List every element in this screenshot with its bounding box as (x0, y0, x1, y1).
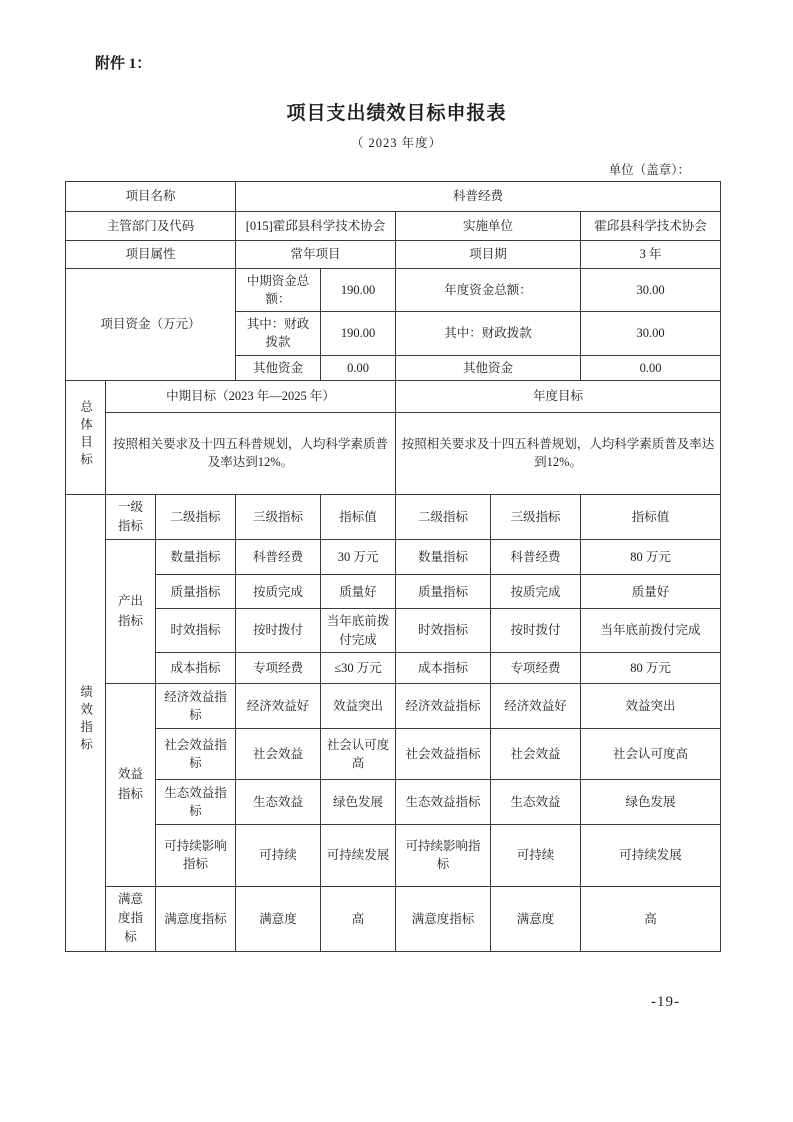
annual-goal-header: 年度目标 (396, 380, 721, 412)
perf-l2-right: 社会效益指标 (396, 728, 491, 779)
perf-value-left: 绿色发展 (321, 779, 396, 824)
row-perf-headers (66, 494, 721, 540)
group-benefit-label-text: 效益指标 (117, 767, 143, 801)
perf-l2-right: 时效指标 (396, 609, 491, 652)
period-label: 项目期 (396, 241, 581, 269)
mid-goal-text: 按照相关要求及十四五科普规划，人均科学素质普及率达到12%。 (106, 412, 396, 494)
perf-value-right: 80 万元 (581, 652, 721, 683)
period-value: 3 年 (581, 241, 721, 269)
row-goal-headers (66, 380, 721, 412)
funds-annual-other-label: 其他资金 (396, 355, 581, 380)
page-title: 项目支出绩效目标申报表 (286, 103, 507, 124)
group-output-label (106, 540, 156, 683)
perf-value-right: 效益突出 (581, 683, 721, 728)
perf-row (66, 824, 721, 886)
perf-l2-right: 经济效益指标 (396, 683, 491, 728)
perf-l3-right: 满意度 (491, 886, 581, 951)
perf-l2-left: 生态效益指标 (156, 779, 236, 824)
attribute-value: 常年项目 (236, 241, 396, 269)
attachment-label: 附件 1： (95, 56, 152, 72)
perf-value-left: ≤30 万元 (321, 652, 396, 683)
header-level2-right: 二级指标 (396, 494, 491, 540)
perf-l3-right: 生态效益 (491, 779, 581, 824)
performance-label-text: 绩效指标 (78, 685, 93, 756)
impl-unit-value: 霍邱县科学技术协会 (581, 212, 721, 241)
header-value-right: 指标值 (581, 494, 721, 540)
perf-l2-left: 社会效益指标 (156, 728, 236, 779)
perf-row (66, 683, 721, 728)
perf-l2-right: 数量指标 (396, 540, 491, 575)
header-level3-right: 三级指标 (491, 494, 581, 540)
perf-l3-left: 满意度 (236, 886, 321, 951)
perf-l3-left: 按时拨付 (236, 609, 321, 652)
perf-l3-right: 科普经费 (491, 540, 581, 575)
group-output-label-text: 产出指标 (117, 594, 143, 628)
row-attribute (66, 241, 721, 269)
performance-label (66, 494, 106, 951)
perf-l3-left: 经济效益好 (236, 683, 321, 728)
funds-mid-total-label: 中期资金总额： (236, 269, 321, 312)
funds-annual-total-label: 年度资金总额： (396, 269, 581, 312)
perf-value-left: 高 (321, 886, 396, 951)
dept-label: 主管部门及代码 (66, 212, 236, 241)
funds-mid-other-label: 其他资金 (236, 355, 321, 380)
perf-row (66, 728, 721, 779)
funds-annual-total-value: 30.00 (581, 269, 721, 312)
mid-goal-header: 中期目标（2023 年—2025 年） (106, 380, 396, 412)
perf-value-left: 可持续发展 (321, 824, 396, 886)
perf-l3-left: 社会效益 (236, 728, 321, 779)
funds-annual-fiscal-label: 其中：财政拨款 (396, 312, 581, 355)
perf-l3-left: 专项经费 (236, 652, 321, 683)
funds-mid-fiscal-label: 其中：财政拨款 (236, 312, 321, 355)
perf-l3-left: 生态效益 (236, 779, 321, 824)
perf-value-left: 社会认可度高 (321, 728, 396, 779)
perf-l3-right: 社会效益 (491, 728, 581, 779)
perf-value-right: 高 (581, 886, 721, 951)
funds-mid-fiscal-value: 190.00 (321, 312, 396, 355)
perf-l3-right: 按质完成 (491, 575, 581, 609)
perf-l2-left: 满意度指标 (156, 886, 236, 951)
unit-seal-label: 单位（盖章）： (608, 163, 690, 177)
perf-row (66, 540, 721, 575)
perf-l3-right: 经济效益好 (491, 683, 581, 728)
dept-value: [015]霍邱县科学技术协会 (236, 212, 396, 241)
row-department (66, 212, 721, 241)
group-satisfaction-label-text: 满意度指标 (117, 891, 143, 945)
perf-value-right: 绿色发展 (581, 779, 721, 824)
perf-l3-left: 科普经费 (236, 540, 321, 575)
header-level2-left: 二级指标 (156, 494, 236, 540)
funds-mid-total-value: 190.00 (321, 269, 396, 312)
row-project-name (66, 182, 721, 212)
perf-value-right: 80 万元 (581, 540, 721, 575)
overall-goal-label-text: 总体目标 (78, 399, 93, 470)
perf-l2-right: 满意度指标 (396, 886, 491, 951)
performance-target-table (65, 181, 721, 952)
project-name-label: 项目名称 (66, 182, 236, 212)
perf-l3-right: 可持续 (491, 824, 581, 886)
perf-l2-left: 质量指标 (156, 575, 236, 609)
perf-row (66, 779, 721, 824)
perf-l2-right: 生态效益指标 (396, 779, 491, 824)
perf-l2-right: 可持续影响指标 (396, 824, 491, 886)
perf-l3-left: 可持续 (236, 824, 321, 886)
perf-row (66, 609, 721, 652)
header-level3-left: 三级指标 (236, 494, 321, 540)
perf-value-right: 可持续发展 (581, 824, 721, 886)
perf-value-right: 社会认可度高 (581, 728, 721, 779)
row-funds-total (66, 269, 721, 312)
perf-l2-left: 成本指标 (156, 652, 236, 683)
annual-goal-text: 按照相关要求及十四五科普规划，人均科学素质普及率达到12%。 (396, 412, 721, 494)
perf-row (66, 652, 721, 683)
row-goal-texts (66, 412, 721, 494)
perf-row (66, 575, 721, 609)
perf-l2-right: 质量指标 (396, 575, 491, 609)
header-value-left: 指标值 (321, 494, 396, 540)
perf-value-left: 当年底前拨付完成 (321, 609, 396, 652)
page-number: -19- (651, 994, 680, 1010)
perf-value-left: 质量好 (321, 575, 396, 609)
perf-value-right: 当年底前拨付完成 (581, 609, 721, 652)
perf-value-right: 质量好 (581, 575, 721, 609)
perf-l2-left: 数量指标 (156, 540, 236, 575)
attribute-label: 项目属性 (66, 241, 236, 269)
perf-row (66, 886, 721, 951)
group-benefit-label (106, 683, 156, 886)
year-subtitle: （ 2023 年度） (350, 136, 443, 150)
impl-unit-label: 实施单位 (396, 212, 581, 241)
group-satisfaction-label (106, 886, 156, 951)
perf-value-left: 30 万元 (321, 540, 396, 575)
perf-value-left: 效益突出 (321, 683, 396, 728)
perf-l2-right: 成本指标 (396, 652, 491, 683)
perf-l3-right: 专项经费 (491, 652, 581, 683)
perf-l3-right: 按时拨付 (491, 609, 581, 652)
overall-goal-label (66, 380, 106, 494)
perf-l2-left: 时效指标 (156, 609, 236, 652)
funds-annual-other-value: 0.00 (581, 355, 721, 380)
perf-l3-left: 按质完成 (236, 575, 321, 609)
project-name-value: 科普经费 (236, 182, 721, 212)
funds-annual-fiscal-value: 30.00 (581, 312, 721, 355)
funds-label: 项目资金（万元） (66, 269, 236, 381)
funds-mid-other-value: 0.00 (321, 355, 396, 380)
perf-l2-left: 可持续影响指标 (156, 824, 236, 886)
perf-l2-left: 经济效益指标 (156, 683, 236, 728)
header-level1 (106, 494, 156, 540)
header-level1-text: 一级指标 (117, 499, 143, 533)
